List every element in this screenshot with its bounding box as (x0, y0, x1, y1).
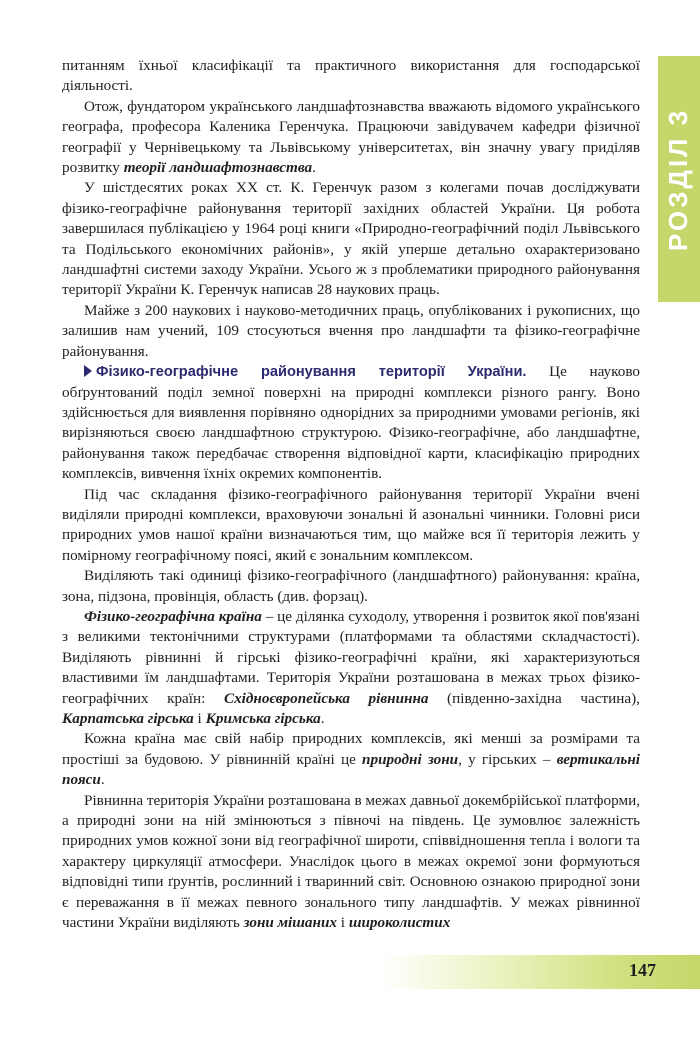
term-emphasis: зони мішаних (243, 914, 337, 932)
paragraph-text: , у гірських – (458, 750, 557, 768)
paragraph-text: Це науково обґрунтований поділ земної поверхні на природні комплекси різного рангу. Воно здійснюється для виявлення порівняно однорідних за природними умовами регіонів, які вирізняються своєю ландшафтною структурою. Фізико-географічне, або ландшафтне, районування також передбачає створення відповідної карти, класифікацію природних комплексів, вивчення їхніх окремих компонентів. (62, 363, 641, 483)
paragraph (62, 485, 640, 567)
paragraph (62, 607, 640, 729)
paragraph (62, 791, 640, 934)
paragraph-text: Отож, фундатором українського ландшафтознавства вважають відомого українського географа, професора Каленика Геренчука. Працюючи завідувачем кафедри фізичної географії у Чернівецькому та Львівському університетах, він значну увагу приділяв розвитку (62, 97, 640, 177)
paragraph-text: Рівнинна територія України розташована в межах давньої докембрійської платформи, а природні зони на ній змінюються з півночі на південь. Це зумовлює залежність природних умов кожної зони від географічної широти, співвідношення тепла і вологи та характеру циркуляції атмосфери. Унаслідок цього в межах окремої зони формуються відповідні типи ґрунтів, рослинний і тваринний світ. Основною ознакою природної зони є переважання в її межах певного зонального типу ландшафтів. У межах рівнинної частини України виділяють (62, 791, 640, 932)
paragraph (62, 97, 640, 179)
paragraph-text: Виділяють такі одиниці фізико-географічного (ландшафтного) районування: країна, зона, підзона, провінція, область (див. форзац). (62, 567, 640, 605)
paragraph (62, 178, 640, 300)
paragraph-text: У шістдесятих роках XX ст. К. Геренчук разом з колегами почав досліджувати фізико-географічне районування території західних областей України. Ця робота завершилася публікацією у 1964 році книги «Природно-географічний поділ Львівського та Подільського економічних районів», у якій уперше детально охарактеризовано ландшафтні системи заходу України. Усього ж з проблематики природного районування території України К. Геренчук написав 28 наукових праць. (62, 179, 640, 299)
main-text-column (62, 56, 640, 933)
term-emphasis: широколистих (348, 914, 451, 932)
paragraph-text: Під час складання фізико-географічного районування території України вчені виділяли природні комплекси, враховуючи зональні й азональні чинники. Головні риси природних умов нашої країни визначаються тим, що майже вся її територія лежить у помірному географічному поясі, який є зональним комплексом. (62, 485, 640, 564)
section-bullet-icon (84, 365, 92, 377)
page-number: 147 (629, 960, 656, 980)
paragraph-text: питанням їхньої класифікації та практичного використання для господарської діяльності. (62, 57, 640, 95)
chapter-label: РОЗДІЛ 3 (663, 107, 694, 251)
term-emphasis: теорії ландшафтознавства (123, 159, 313, 177)
section-paragraph (62, 362, 640, 484)
term-emphasis: Східноєвропейська рівнинна (223, 689, 429, 707)
paragraph (62, 301, 640, 362)
paragraph (62, 729, 640, 790)
term-emphasis: Кримська гірська (205, 710, 321, 727)
paragraph-text: – це ділянка суходолу, утворення і розвиток якої пов'язані з великими тектонічними структурами (платформами та областями складчастості). Виділяють рівнинні й гірські фізико-географічні країни, які характеризуються властивими їм ландшафтами. Територія України розташована в межах трьох фізико-географічних країн: (62, 607, 640, 707)
term-emphasis: природні зони (362, 750, 459, 768)
paragraph-text: Майже з 200 наукових і науково-методичних праць, опублікованих і рукописних, що залишив нам учений, 109 стосуються вчення про ландшафти та фізико-географічне районування. (62, 301, 640, 360)
paragraph-text: . (320, 710, 325, 727)
paragraph-text: і (337, 914, 349, 932)
term-emphasis: Фізико-географічна країна (84, 607, 262, 625)
paragraph (62, 56, 640, 97)
chapter-side-tab (658, 56, 700, 302)
paragraph-text: Кожна країна має свій набір природних комплексів, які менші за розмірами та простіші за будовою. У рівнинній країні це (62, 730, 640, 768)
term-emphasis: Карпатська гірська (62, 710, 194, 727)
paragraph-text: . (312, 159, 316, 177)
paragraph-text: . (100, 771, 105, 789)
term-emphasis: вертикальні пояси (62, 750, 640, 789)
paragraph-text: (південно-західна частина), (428, 689, 640, 707)
paragraph (62, 566, 640, 607)
paragraph-text: і (193, 710, 206, 727)
section-title: Фізико-географічне районування території України. (96, 364, 527, 381)
